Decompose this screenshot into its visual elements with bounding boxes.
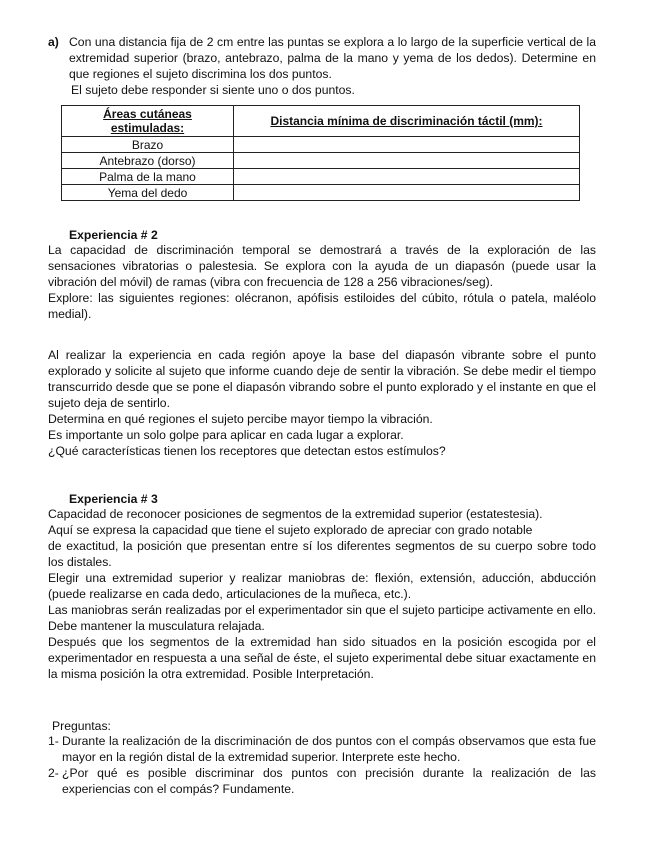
experiencia-2-body: [48, 242, 596, 322]
table-cell-area: Palma de la mano: [62, 169, 234, 185]
paragraph: ¿Qué características tienen los receptores que detectan estos estímulos?: [48, 444, 446, 458]
item-a-text: Con una distancia fija de 2 cm entre las puntas se explora a lo largo de la superficie vertical de la extremidad superior (brazo, antebrazo, palma de la mano y yema de los dedos). Determine en que regiones el sujeto discrimina los dos puntos.: [69, 35, 596, 81]
experiencia-2-procedure: [48, 347, 596, 459]
paragraph: Al realizar la experiencia en cada región apoye la base del diapasón vibrante sobre el punto explorado y solicite al sujeto que informe cuando deje de sentir la vibración. Se debe medir el tiempo transcurrido desde que se pone el diapasón vibrando sobre el punto explorado y el instante en que el sujeto deja de sentirlo.: [48, 348, 596, 410]
question-number: 1-: [48, 734, 59, 748]
experiencia-3-body: [48, 506, 596, 682]
paragraph: Elegir una extremidad superior y realizar maniobras de: flexión, extensión, aducción, abducción (puede realizarse en cada dedo, articulaciones de la muñeca, etc.).: [48, 571, 596, 601]
item-a-note: El sujeto debe responder si siente uno o dos puntos.: [71, 83, 355, 97]
tactile-discrimination-table: [61, 105, 580, 201]
table-header-areas: Áreas cutáneas estimuladas:: [62, 106, 234, 137]
experiencia-2-heading: Experiencia # 2: [69, 228, 158, 242]
question-text: ¿Por qué es posible discriminar dos puntos con precisión durante la realización de las experiencias con el compás? Fundamente.: [62, 766, 596, 796]
questions-list: [48, 733, 596, 797]
paragraph: Explore: las siguientes regiones: olécranon, apófisis estiloides del cúbito, rótula o patela, maléolo medial).: [48, 291, 596, 321]
paragraph: Es importante un solo golpe para aplicar en cada lugar a explorar.: [48, 428, 404, 442]
table-cell-value: [234, 185, 580, 201]
questions-heading: Preguntas:: [52, 719, 111, 733]
table-row: [62, 137, 580, 153]
question-item: [48, 765, 596, 797]
table-cell-value: [234, 153, 580, 169]
question-text: Durante la realización de la discriminación de dos puntos con el compás observamos que esta fue mayor en la región distal de la extremidad superior. Interprete este hecho.: [62, 734, 596, 764]
item-a: [48, 34, 596, 98]
table-row: [62, 169, 580, 185]
table-cell-area: Yema del dedo: [62, 185, 234, 201]
experiencia-3-heading: Experiencia # 3: [69, 492, 158, 506]
table-cell-value: [234, 169, 580, 185]
paragraph: Determina en qué regiones el sujeto percibe mayor tiempo la vibración.: [48, 412, 433, 426]
paragraph: Capacidad de reconocer posiciones de segmentos de la extremidad superior (estatestesia).: [48, 507, 543, 521]
paragraph: Aquí se expresa la capacidad que tiene el sujeto explorado de apreciar con grado notable: [48, 523, 533, 537]
table-row: [62, 153, 580, 169]
paragraph: Las maniobras serán realizadas por el experimentador sin que el sujeto participe activamente en ello. Debe mantener la musculatura relajada.: [48, 603, 596, 633]
item-a-marker: a): [48, 35, 59, 49]
paragraph: La capacidad de discriminación temporal se demostrará a través de la exploración de las sensaciones vibratorias o palestesia. Se explora con la ayuda de un diapasón (puede usar la vibración del móvil) de ramas (vibra con frecuencia de 128 a 256 vibraciones/seg).: [48, 243, 596, 289]
paragraph: Después que los segmentos de la extremidad han sido situados en la posición escogida por el experimentador en respuesta a una señal de éste, el sujeto experimental debe situar exactamente en la misma posición la otra extremidad. Posible Interpretación.: [48, 635, 596, 681]
paragraph: de exactitud, la posición que presentan entre sí los diferentes segmentos de su cuerpo sobre todo los distales.: [48, 539, 596, 569]
table-cell-area: Antebrazo (dorso): [62, 153, 234, 169]
table-header-row: [62, 106, 580, 137]
table-header-distance: Distancia mínima de discriminación táctil (mm):: [234, 106, 580, 137]
table-cell-area: Brazo: [62, 137, 234, 153]
question-number: 2-: [48, 766, 59, 780]
table-row: [62, 185, 580, 201]
table-cell-value: [234, 137, 580, 153]
question-item: [48, 733, 596, 765]
